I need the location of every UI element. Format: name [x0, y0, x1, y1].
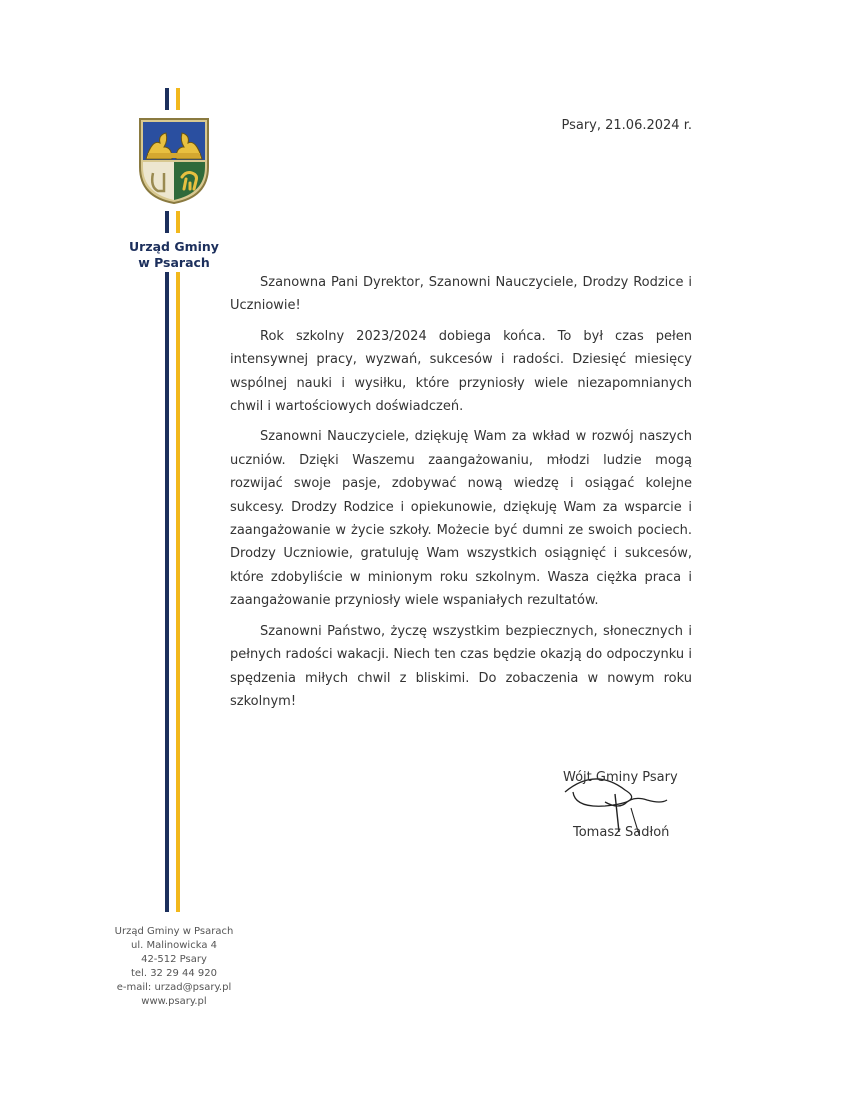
letter-salutation: Szanowna Pani Dyrektor, Szanowni Nauczyciele, Drodzy Rodzice i Uczniowie! [230, 275, 692, 314]
footer-contact [110, 925, 238, 1009]
footer-email: e-mail: urzad@psary.pl [116, 982, 232, 993]
coat-of-arms-icon [138, 117, 210, 205]
org-name-line1: Urząd Gminy [129, 239, 219, 254]
footer-website: www.psary.pl [141, 996, 207, 1007]
letter-body [230, 271, 692, 720]
footer-street: ul. Malinowicka 4 [131, 940, 217, 951]
footer-phone: tel. 32 29 44 920 [130, 968, 217, 979]
letter-paragraph: Rok szkolny 2023/2024 dobiega końca. To był czas pełen intensywnej pracy, wyzwań, sukcesów i radości. Dziesięć miesięcy wspólnej nauki i wysiłku, które przyniosły wiele niezapomnianych chwil i wartościowych doświadczeń. [230, 328, 692, 415]
signature-title: Wójt Gminy Psary [563, 770, 678, 785]
long-stripe-navy [165, 272, 169, 912]
top-stripe-navy [165, 88, 169, 110]
footer-org: Urząd Gminy w Psarach [114, 926, 234, 937]
letter-date: Psary, 21.06.2024 r. [561, 118, 692, 133]
mid-stripe-navy [165, 211, 169, 233]
long-stripe-gold [176, 272, 180, 912]
org-name [118, 239, 230, 271]
signature-block [535, 770, 735, 850]
top-stripe-gold [176, 88, 180, 110]
letter-paragraph: Szanowni Nauczyciele, dziękuję Wam za wkład w rozwój naszych uczniów. Dzięki Waszemu zaangażowaniu, młodzi ludzie mogą rozwijać swoje pasje, zdobywać nową wiedzę i osiągać kolejne sukcesy. Drodzy Rodzice i opiekunowie, dziękuję Wam za wsparcie i zaangażowanie w życie szkoły. Możecie być dumni ze swoich pociech. Drodzy Uczniowie, gratuluję Wam wszystkich osiągnięć i sukcesów, które zdobyliście w minionym roku szkolnym. Wasza ciężka praca i zaangażowanie przyniosły wiele wspaniałych rezultatów. [230, 429, 692, 609]
signature-name: Tomasz Sadłoń [573, 825, 670, 840]
mid-stripe-gold [176, 211, 180, 233]
letter-paragraph: Szanowni Państwo, życzę wszystkim bezpiecznych, słonecznych i pełnych radości wakacji. Niech ten czas będzie okazją do odpoczynku i spędzenia miłych chwil z bliskimi. Do zobaczenia w nowym roku szkolnym! [230, 623, 692, 709]
org-name-line2: w Psarach [138, 255, 210, 270]
footer-postal: 42-512 Psary [141, 954, 207, 965]
